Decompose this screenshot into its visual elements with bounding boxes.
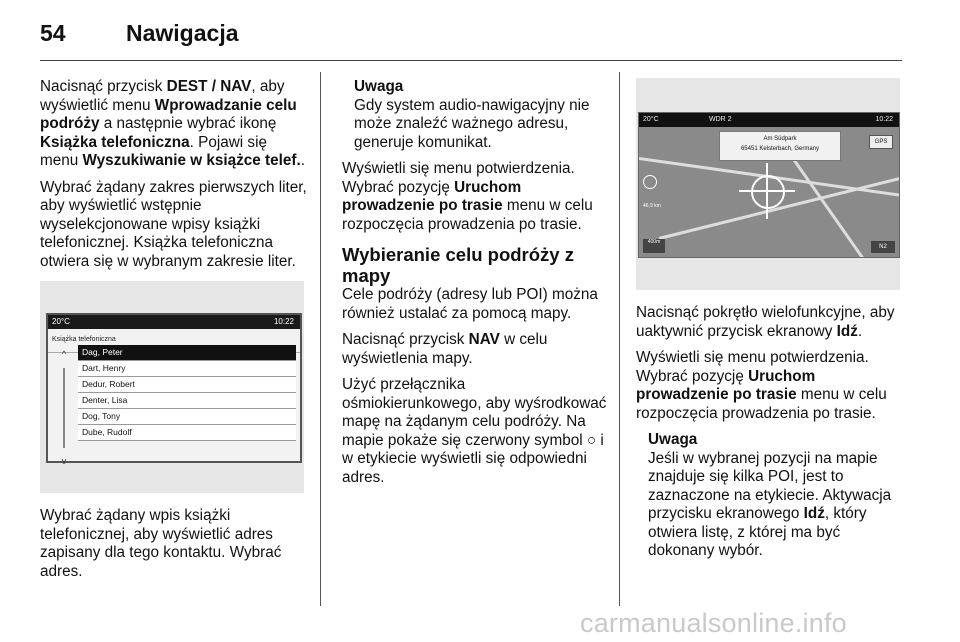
header-rule xyxy=(40,60,902,61)
list-item[interactable]: Denter, Lisa xyxy=(78,393,296,409)
paragraph-dest-nav: Nacisnąć przycisk DEST / NAV, aby wyświetlić menu Wprowadzanie celu podróży a następnie wybrać ikonę Książka telefoniczna. Pojawi się menu Wyszukiwanie w książce telef.. xyxy=(40,78,305,169)
phonebook-body xyxy=(48,329,300,466)
column-3 xyxy=(636,78,904,569)
note-text: Jeśli w wybranej pozycji na mapie znajduje się kilka POI, jest to zaznaczone na etykiecie. Aktywacja przycisku ekranowego Idź, który otwiera listę, z której ma być dokonany wybór. xyxy=(648,449,892,559)
paragraph-nav-button: Nacisnąć przycisk NAV w celu wyświetlenia mapy. xyxy=(342,331,548,367)
scroll-track xyxy=(63,368,65,448)
temperature: 20°C xyxy=(643,116,659,123)
zoom-indicator: N2 xyxy=(871,241,895,253)
radio-station: WDR 2 xyxy=(709,116,732,123)
note-block xyxy=(342,78,608,152)
column-1 xyxy=(40,78,308,589)
compass-panel xyxy=(643,175,665,216)
map-display xyxy=(638,112,900,258)
clock: 10:22 xyxy=(875,116,893,123)
list-item[interactable]: Dedur, Robert xyxy=(78,377,296,393)
column-divider-1 xyxy=(320,72,321,606)
scrollbar[interactable] xyxy=(56,345,72,466)
map-screenshot xyxy=(636,78,900,290)
page-number: 54 xyxy=(40,20,66,46)
list-item[interactable]: Dart, Henry xyxy=(78,361,296,377)
column-2 xyxy=(342,78,608,495)
status-bar xyxy=(48,315,300,329)
compass-icon xyxy=(643,175,657,189)
paragraph-map-intro: Cele podróży (adresy lub POI) można również ustalać za pomocą mapy. xyxy=(342,286,598,322)
chapter-title: Nawigacja xyxy=(126,20,239,46)
temperature: 20°C xyxy=(52,317,70,326)
section-heading: Wybieranie celu podróży z mapy xyxy=(342,244,574,286)
paragraph-confirmation: Wyświetli się menu potwierdzenia. Wybrać pozycję Uruchom prowadzenie po trasie menu w celu rozpoczęcia prowadzenia po trasie. xyxy=(342,160,593,233)
gps-button[interactable]: GPS xyxy=(869,135,893,149)
clock: 10:22 xyxy=(273,317,294,326)
column-divider-2 xyxy=(619,72,620,606)
paragraph-confirmation-2: Wyświetli się menu potwierdzenia. Wybrać pozycję Uruchom prowadzenie po trasie menu w celu rozpoczęcia prowadzenia po trasie. xyxy=(636,349,887,422)
watermark-text: carmanualsonline.info xyxy=(580,608,847,638)
list-item[interactable]: Dube, Rudolf xyxy=(78,425,296,441)
side-distance: 46,9 km xyxy=(643,203,661,209)
status-bar xyxy=(639,113,899,127)
phonebook-screenshot xyxy=(40,281,304,493)
list-item[interactable]: Dog, Tony xyxy=(78,409,296,425)
scale-indicator: 400m xyxy=(643,239,665,253)
address-label: Am Südpark 65451 Kelsterbach, Germany xyxy=(719,131,841,161)
note-title: Uwaga xyxy=(354,78,404,95)
note-text: Gdy system audio-nawigacyjny nie może znaleźć ważnego adresu, generuje komunikat. xyxy=(354,96,590,151)
phonebook-display xyxy=(46,313,302,466)
note-block-2 xyxy=(636,431,904,561)
note-title: Uwaga xyxy=(648,431,698,448)
page-header xyxy=(40,18,902,56)
paragraph-letter-range: Wybrać żądany zakres pierwszych liter, aby wyświetlić wstępnie wyselekcjonowane wpisy książki telefonicznej. Książka telefoniczna otwiera się w wybranym zakresie liter. xyxy=(40,178,307,270)
phonebook-list xyxy=(78,345,296,441)
paragraph-eight-way: Użyć przełącznika ośmiokierunkowego, aby wyśrodkować mapę na żądanym celu podróży. Na mapie pokaże się czerwony symbol ○ i w etykiecie wyświetli się odpowiedni adres. xyxy=(342,376,607,486)
crosshair-icon xyxy=(751,175,785,209)
chevron-down-icon[interactable]: v xyxy=(61,455,67,466)
paragraph-select-entry: Wybrać żądany wpis książki telefonicznej, aby wyświetlić adres zapisany dla tego kontaktu. Wybrać adres. xyxy=(40,507,282,580)
paragraph-multifunction-knob: Nacisnąć pokrętło wielofunkcyjne, aby uaktywnić przycisk ekranowy Idź. xyxy=(636,304,895,340)
chevron-up-icon[interactable]: ^ xyxy=(61,349,67,359)
map-area[interactable] xyxy=(639,127,899,257)
list-item[interactable]: Dag, Peter xyxy=(78,345,296,361)
phonebook-title: Książka telefoniczna xyxy=(48,329,300,353)
